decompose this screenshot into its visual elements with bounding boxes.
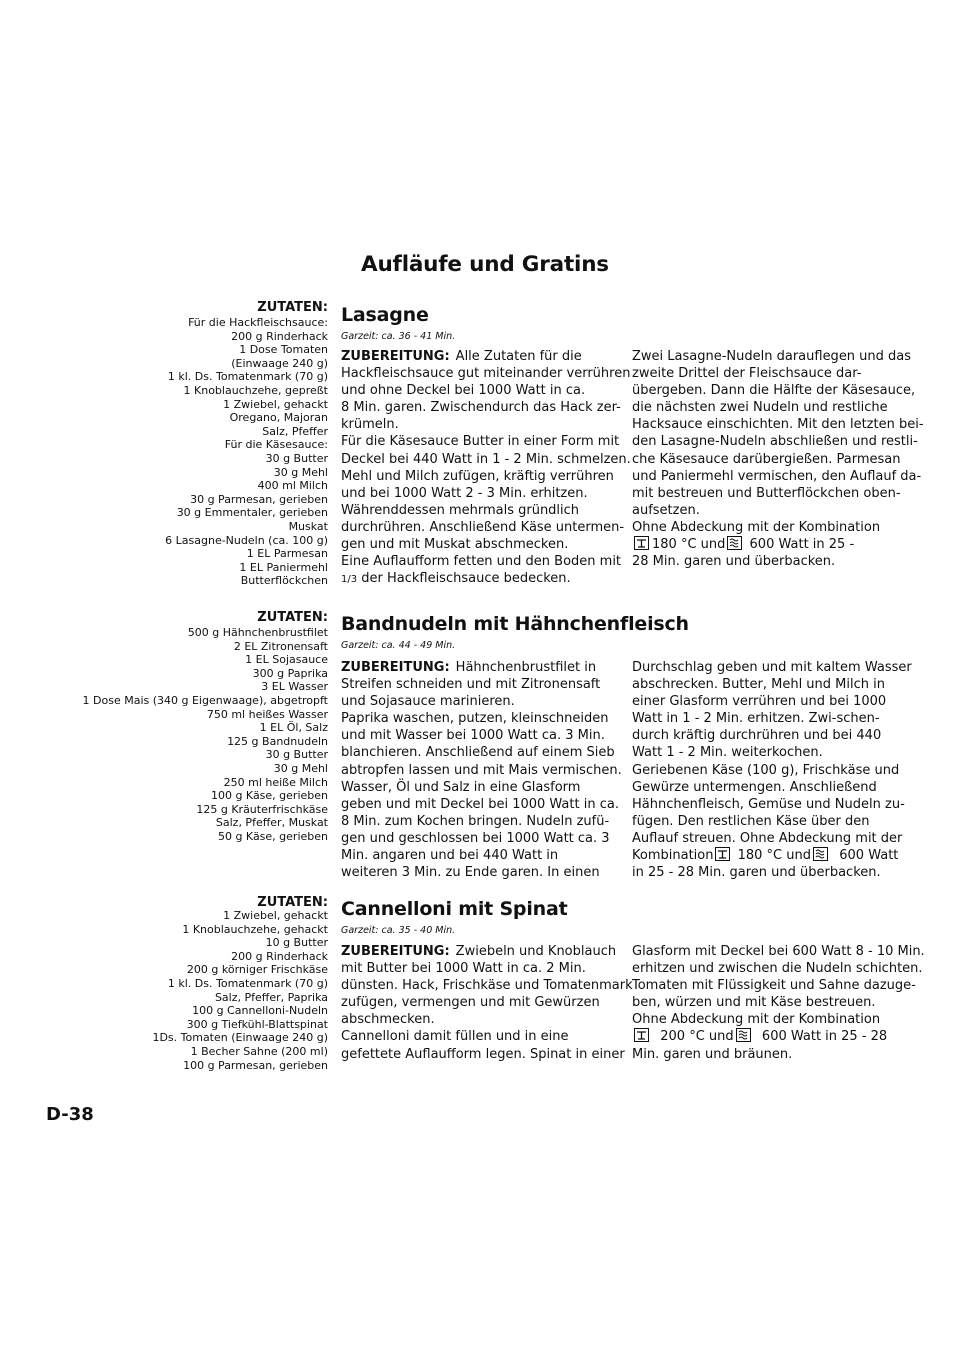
instruction-line: und Paniermehl vermischen, den Auflauf da- [632, 468, 922, 484]
instruction-line: Watt 1 - 2 Min. weiterkochen. [632, 745, 823, 761]
instruction-line: in 25 - 28 Min. garen und überbacken. [632, 865, 881, 881]
instruction-line: den Lasagne-Nudeln abschließen und restli- [632, 434, 918, 450]
combo-temperature: 180 °C und [737, 848, 811, 864]
instruction-line: Alle Zutaten für die [455, 349, 582, 364]
instruction-line: Ohne Abdeckung mit der Kombination [632, 1012, 881, 1028]
instruction-line: Wasser, Öl und Salz in eine Glasform [341, 779, 581, 795]
instruction-line: 8 Min. garen. Zwischendurch das Hack zer- [341, 400, 621, 416]
ingredient-item: 30 g Parmesan, gerieben [190, 492, 328, 506]
ingredient-item: Salz, Pfeffer [262, 424, 328, 438]
preparation-label: ZUBEREITUNG: [341, 349, 450, 364]
instruction-line: che Käsesauce darübergießen. Parmesan [632, 451, 901, 467]
instruction-line: und ohne Deckel bei 1000 Watt in ca. [341, 383, 586, 399]
ingredients-list [28, 895, 328, 1072]
instruction-line: der Hackfleischsauce bedecken. [361, 571, 571, 587]
ingredients-heading: ZUTATEN: [257, 895, 328, 910]
instruction-line: dünsten. Hack, Frischkäse und Tomatenmark [341, 978, 633, 994]
instruction-line: fügen. Den restlichen Käse über den [632, 813, 870, 829]
ingredient-item: 10 g Butter [265, 936, 328, 950]
ingredient-item: 125 g Bandnudeln [227, 734, 328, 748]
instruction-line: Glasform mit Deckel bei 600 Watt 8 - 10 Min. [632, 944, 925, 959]
preparation-label: ZUBEREITUNG: [341, 660, 450, 675]
ingredient-item: 6 Lasagne-Nudeln (ca. 100 g) [165, 533, 328, 547]
microwave-icon [813, 847, 828, 861]
instruction-line: Min. garen und bräunen. [632, 1046, 793, 1062]
ingredient-item: 50 g Käse, gerieben [217, 829, 328, 843]
instruction-line: Watt in 1 - 2 Min. erhitzen. Zwi-schen- [632, 711, 880, 727]
instruction-line: übergeben. Dann die Hälfte der Käsesauce, [632, 383, 916, 399]
ingredient-item: 125 g Kräuterfrischkäse [196, 802, 328, 816]
ingredient-item: (Einwaage 240 g) [231, 356, 328, 370]
ingredient-item: 1 Knoblauchzehe, gehackt [182, 922, 328, 936]
instruction-line: durch kräftig durchrühren und bei 440 [632, 728, 882, 744]
ingredient-item: 300 g Paprika [252, 666, 328, 680]
instruction-line: geben und mit Deckel bei 1000 Watt in ca. [341, 796, 619, 812]
instruction-line: abschrecken. Butter, Mehl und Milch in [632, 677, 885, 693]
ingredient-item: 200 g Rinderhack [231, 949, 328, 963]
ingredients-heading: ZUTATEN: [257, 610, 328, 625]
instructions-column-2 [632, 659, 910, 881]
ingredient-item: Muskat [288, 519, 328, 533]
instruction-line: Geriebenen Käse (100 g), Frischkäse und [632, 762, 900, 778]
instruction-line: Gewürze untermengen. Anschließend [632, 779, 877, 795]
instruction-line: Hähnchenbrustfilet in [455, 660, 597, 675]
ingredient-item: 1 Knoblauchzehe, gepreßt [183, 383, 328, 397]
ingredients-heading: ZUTATEN: [257, 300, 328, 315]
preparation-label: ZUBEREITUNG: [341, 944, 450, 959]
ingredient-item: Salz, Pfeffer, Muskat [215, 816, 328, 830]
instruction-line: und bei 1000 Watt 2 - 3 Min. erhitzen. [341, 485, 588, 501]
instruction-line: Währenddessen mehrmals gründlich [341, 502, 580, 518]
instruction-line: Mehl und Milch zufügen, kräftig verrühren [341, 468, 614, 484]
page-title: Aufläufe und Gratins [361, 252, 609, 277]
instructions-column-2 [632, 348, 924, 570]
ingredient-item: Butterflöckchen [240, 574, 328, 588]
ingredient-item: 3 EL Wasser [261, 680, 328, 694]
ingredient-item: 1 EL Parmesan [246, 547, 328, 561]
instruction-line: ben, würzen und mit Käse bestreuen. [632, 995, 876, 1011]
grill-icon [634, 536, 649, 550]
ingredient-item: 30 g Mehl [273, 465, 328, 479]
instruction-line: mit bestreuen und Butterflöckchen oben- [632, 485, 901, 501]
instruction-line: abtropfen lassen und mit Mais vermischen. [341, 762, 622, 778]
combo-temperature: 180 °C und [652, 537, 726, 553]
ingredient-item: 100 g Cannelloni-Nudeln [192, 1004, 328, 1018]
instruction-line: zufügen, vermengen und mit Gewürzen [341, 995, 600, 1011]
ingredient-item: 1 Becher Sahne (200 ml) [190, 1044, 328, 1058]
instruction-line: Zwei Lasagne-Nudeln darauflegen und das [632, 349, 912, 364]
instruction-line: 28 Min. garen und überbacken. [632, 554, 836, 570]
instruction-line: abschmecken. [341, 1012, 435, 1028]
grill-icon [634, 1028, 649, 1042]
instruction-line: Tomaten mit Flüssigkeit und Sahne dazuge- [632, 978, 916, 994]
instruction-line: 8 Min. zum Kochen bringen. Nudeln zufü- [341, 813, 610, 829]
instruction-line: Für die Käsesauce Butter in einer Form mit [341, 434, 620, 450]
ingredient-item: 30 g Emmentaler, gerieben [176, 506, 328, 520]
ingredient-item: 750 ml heißes Wasser [206, 707, 328, 721]
instruction-line: Deckel bei 440 Watt in 1 - 2 Min. schmelzen. [341, 451, 631, 467]
combo-power: 600 Watt in 25 - 28 [761, 1029, 888, 1045]
recipe-title: Lasagne [341, 304, 429, 326]
ingredient-item: 1 Dose Mais (340 g Eigenwaage), abgetropft [82, 693, 328, 707]
instruction-line: die nächsten zwei Nudeln und restliche [632, 400, 888, 416]
ingredient-item: 1 EL Paniermehl [239, 560, 328, 574]
recipe-title: Cannelloni mit Spinat [341, 898, 568, 920]
ingredient-item: Oregano, Majoran [229, 411, 328, 425]
ingredient-item: 100 g Parmesan, gerieben [183, 1058, 328, 1072]
ingredient-item: 500 g Hähnchenbrustfilet [187, 626, 328, 639]
combo-prefix: Kombination [632, 848, 714, 864]
instruction-line: und Sojasauce marinieren. [341, 694, 515, 710]
ingredient-item: 1 Zwiebel, gehackt [223, 397, 328, 411]
fraction: 1/3 [341, 574, 358, 586]
ingredients-list [28, 610, 328, 844]
instruction-line: Ohne Abdeckung mit der Kombination [632, 519, 881, 535]
ingredient-item: 2 EL Zitronensaft [233, 639, 328, 653]
ingredient-item: 1 Dose Tomaten [239, 343, 328, 357]
cooking-time: Garzeit: ca. 44 - 49 Min. [341, 640, 456, 651]
instruction-line: Min. angaren und bei 440 Watt in [341, 848, 559, 864]
ingredient-item: 100 g Käse, gerieben [210, 789, 328, 803]
combo-temperature: 200 °C und [660, 1029, 734, 1045]
instruction-line: gen und mit Muskat abschmecken. [341, 537, 569, 553]
instruction-line: einer Glasform verrühren und bei 1000 [632, 694, 887, 710]
instruction-line: Eine Auflaufform fetten und den Boden mit [341, 554, 622, 570]
ingredient-item: 400 ml Milch [257, 479, 328, 493]
ingredient-item: 200 g Rinderhack [231, 329, 328, 343]
instructions-column-2 [632, 943, 925, 1063]
ingredient-item: Für die Hackfleischsauce: [188, 316, 328, 329]
ingredient-item: 30 g Butter [265, 451, 328, 465]
instruction-line: mit Butter bei 1000 Watt in ca. 2 Min. [341, 961, 586, 977]
instruction-line: Cannelloni damit füllen und in eine [341, 1029, 569, 1045]
instruction-line: Hähnchenfleisch, Gemüse und Nudeln zu- [632, 796, 905, 812]
instructions-column-1 [341, 348, 631, 588]
cooking-time: Garzeit: ca. 36 - 41 Min. [341, 331, 456, 342]
ingredient-item: Salz, Pfeffer, Paprika [214, 990, 328, 1004]
combo-power: 600 Watt in 25 - [749, 537, 855, 553]
instruction-line: gen und geschlossen bei 1000 Watt ca. 3 [341, 830, 610, 846]
microwave-icon [736, 1028, 751, 1042]
instruction-line: blanchieren. Anschließend auf einem Sieb [341, 745, 615, 761]
instruction-line: Zwiebeln und Knoblauch [455, 944, 617, 959]
ingredient-item: 1 kl. Ds. Tomatenmark (70 g) [167, 976, 328, 990]
ingredient-item: 1 EL Öl, Salz [259, 721, 328, 735]
ingredients-list [28, 300, 328, 588]
ingredient-item: 1 Zwiebel, gehackt [223, 909, 328, 922]
ingredient-item: 250 ml heiße Milch [223, 775, 328, 789]
instruction-line: krümeln. [341, 417, 399, 433]
instruction-line: gefettete Auflaufform legen. Spinat in einer [341, 1046, 625, 1062]
ingredient-item: 300 g Tiefkühl-Blattspinat [186, 1017, 328, 1031]
ingredient-item: 30 g Mehl [273, 761, 328, 775]
instruction-line: Auflauf streuen. Ohne Abdeckung mit der [632, 830, 903, 846]
instructions-column-1 [341, 659, 622, 881]
grill-icon [715, 847, 730, 861]
instruction-line: zweite Drittel der Fleischsauce dar- [632, 366, 862, 382]
instruction-line: Hackfleischsauce gut miteinander verrühren [341, 366, 631, 382]
ingredient-item: 1 EL Sojasauce [245, 653, 328, 667]
ingredient-item: 30 g Butter [265, 748, 328, 762]
ingredient-item: Für die Käsesauce: [224, 438, 328, 452]
combo-power: 600 Watt [839, 848, 899, 864]
ingredient-item: 200 g körniger Frischkäse [186, 963, 328, 977]
instruction-line: durchrühren. Anschließend Käse untermen- [341, 519, 625, 535]
page-number: D-38 [46, 1104, 94, 1125]
instruction-line: und mit Wasser bei 1000 Watt ca. 3 Min. [341, 728, 605, 744]
instruction-line: erhitzen und zwischen die Nudeln schichten. [632, 961, 923, 977]
instruction-line: Paprika waschen, putzen, kleinschneiden [341, 711, 609, 727]
instruction-line: aufsetzen. [632, 502, 700, 518]
instruction-line: Hacksauce einschichten. Mit den letzten bei- [632, 417, 924, 433]
instruction-line: Streifen schneiden und mit Zitronensaft [341, 677, 601, 693]
microwave-icon [727, 536, 742, 550]
instruction-line: Durchschlag geben und mit kaltem Wasser [632, 660, 912, 675]
ingredient-item: 1Ds. Tomaten (Einwaage 240 g) [152, 1031, 328, 1045]
instructions-column-1 [341, 943, 633, 1063]
cooking-time: Garzeit: ca. 35 - 40 Min. [341, 925, 456, 936]
recipe-title: Bandnudeln mit Hähnchenfleisch [341, 613, 689, 635]
instruction-line: weiteren 3 Min. zu Ende garen. In einen [341, 865, 600, 881]
ingredient-item: 1 kl. Ds. Tomatenmark (70 g) [167, 370, 328, 384]
